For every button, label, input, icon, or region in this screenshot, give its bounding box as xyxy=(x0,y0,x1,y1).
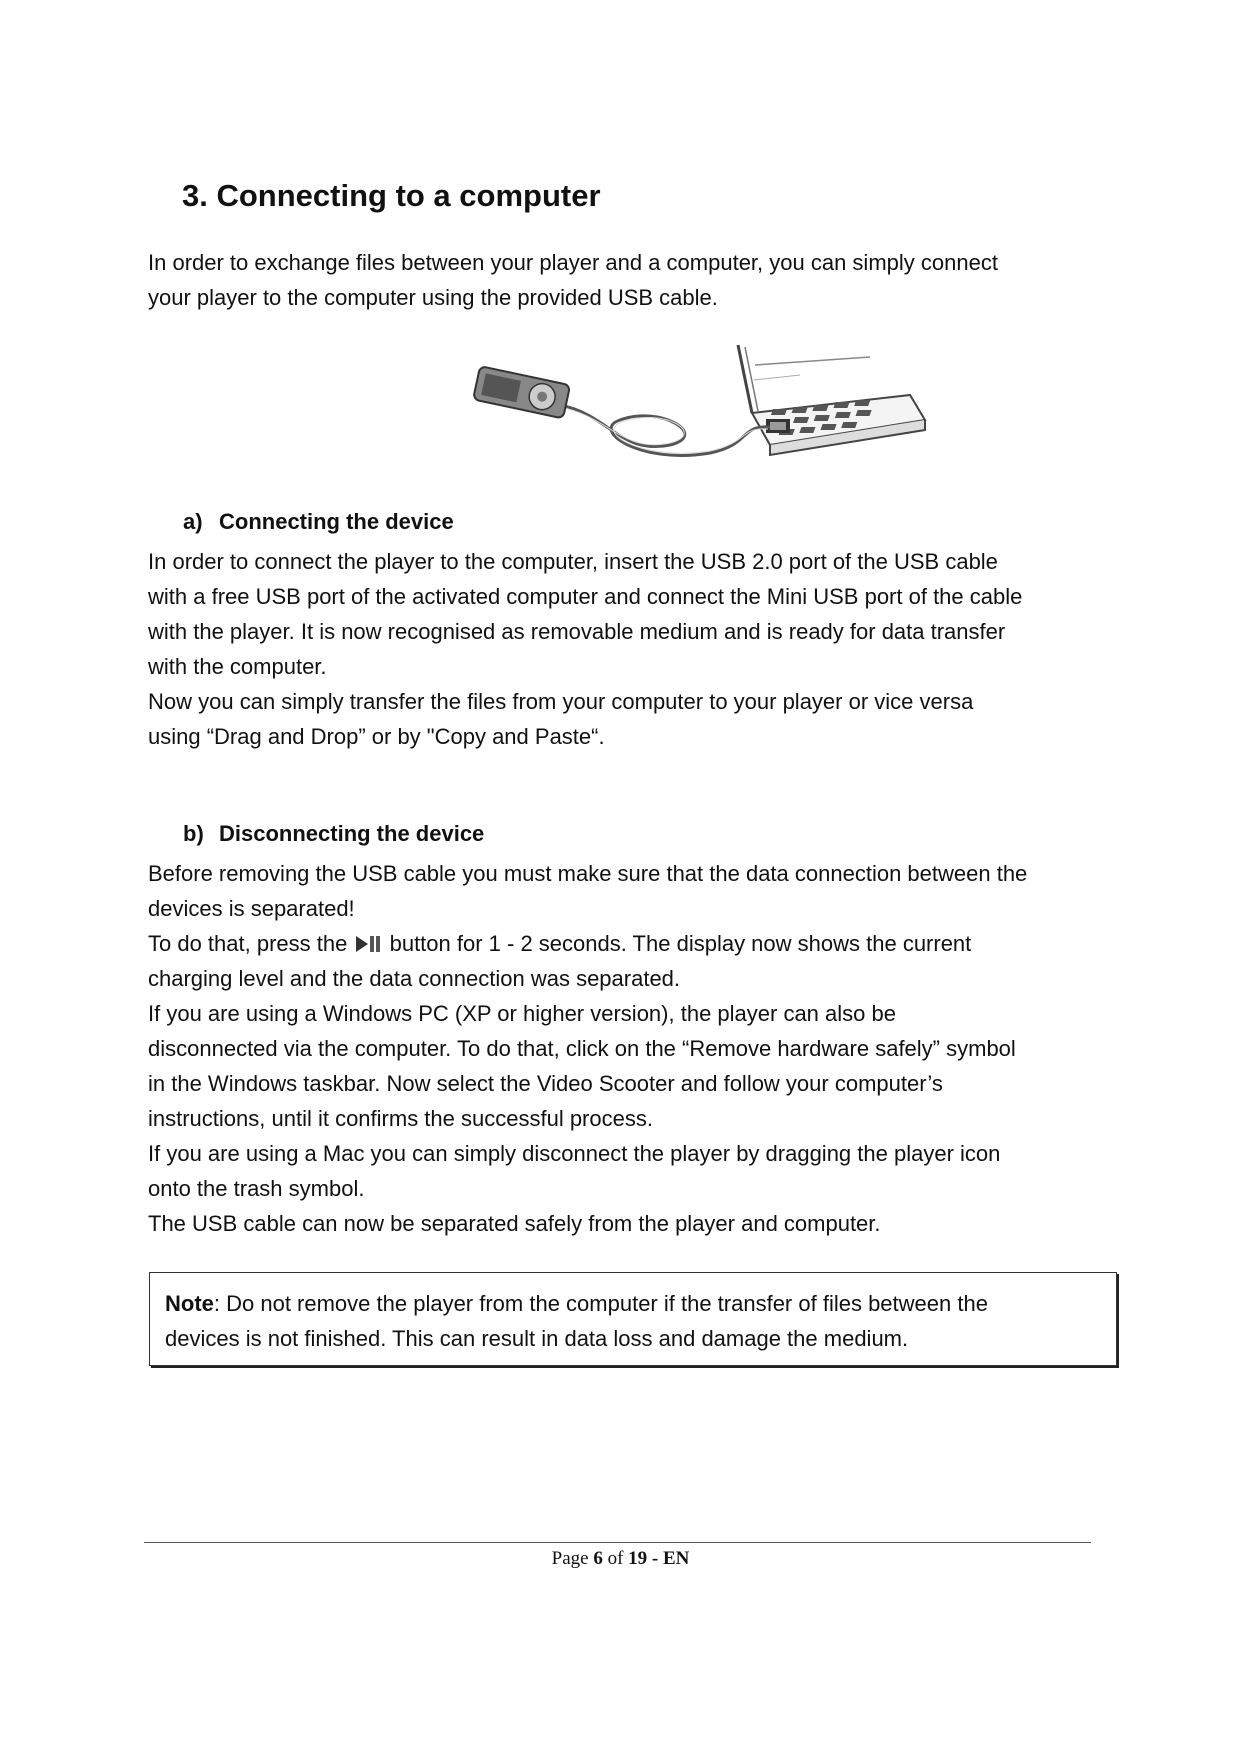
section-b-title: Disconnecting the device xyxy=(219,821,485,846)
section-b-line-7: in the Windows taskbar. Now select the Video Scooter and follow your computer’s xyxy=(148,1071,943,1096)
section-b-line-5: If you are using a Windows PC (XP or higher version), the player can also be xyxy=(148,1001,896,1026)
section-a-heading xyxy=(183,509,454,535)
section-b-line-11: The USB cable can now be separated safely from the player and computer. xyxy=(148,1211,881,1236)
section-b-line-2: devices is separated! xyxy=(148,896,355,921)
section-b-paragraph xyxy=(148,856,1108,1241)
section-a-line-6: using “Drag and Drop” or by "Copy and Paste“. xyxy=(148,724,605,749)
footer-total-pages: 19 xyxy=(628,1548,648,1569)
intro-line-1: In order to exchange files between your player and a computer, you can simply connect xyxy=(148,250,998,275)
section-b-label: b) xyxy=(183,821,204,846)
section-a-line-1: In order to connect the player to the computer, insert the USB 2.0 port of the USB cable xyxy=(148,549,998,574)
note-box xyxy=(149,1272,1117,1366)
section-a-line-2: with a free USB port of the activated computer and connect the Mini USB port of the cable xyxy=(148,584,1023,609)
section-b-line-6: disconnected via the computer. To do that, click on the “Remove hardware safely” symbol xyxy=(148,1036,1016,1061)
footer-divider xyxy=(144,1542,1091,1543)
section-a-line-5: Now you can simply transfer the files from your computer to your player or vice versa xyxy=(148,689,974,714)
section-a-title: Connecting the device xyxy=(219,509,454,534)
note-line-1: : Do not remove the player from the computer if the transfer of files between the xyxy=(213,1291,988,1316)
footer-separator: - xyxy=(647,1548,663,1569)
footer-language: EN xyxy=(662,1548,690,1569)
play-pause-icon xyxy=(355,935,381,953)
section-b-line-9: If you are using a Mac you can simply disconnect the player by dragging the player icon xyxy=(148,1141,1001,1166)
section-b-line-10: onto the trash symbol. xyxy=(148,1176,365,1201)
section-a-label: a) xyxy=(183,509,203,534)
usb-player-laptop-illustration xyxy=(470,335,940,480)
page-footer xyxy=(0,1548,1241,1570)
intro-paragraph xyxy=(148,245,1108,315)
section-b-line-4: charging level and the data connection was separated. xyxy=(148,966,681,991)
section-b-line-1: Before removing the USB cable you must make sure that the data connection between the xyxy=(148,861,1028,886)
note-label: Note xyxy=(165,1291,214,1316)
note-line-2: devices is not finished. This can result in data loss and damage the medium. xyxy=(165,1326,909,1351)
intro-line-2: your player to the computer using the provided USB cable. xyxy=(148,285,718,310)
section-b-line-3a: To do that, press the xyxy=(148,931,348,956)
footer-current-page: 6 xyxy=(593,1548,603,1569)
section-a-paragraph xyxy=(148,544,1108,754)
footer-of: of xyxy=(602,1548,629,1569)
footer-prefix: Page xyxy=(551,1548,594,1569)
page-title: 3. Connecting to a computer xyxy=(182,178,601,213)
section-b-line-8: instructions, until it confirms the successful process. xyxy=(148,1106,653,1131)
section-b-line-3b: button for 1 - 2 seconds. The display now shows the current xyxy=(389,931,972,956)
section-b-heading xyxy=(183,821,484,847)
section-a-line-3: with the player. It is now recognised as removable medium and is ready for data transfer xyxy=(148,619,1006,644)
section-a-line-4: with the computer. xyxy=(148,654,327,679)
